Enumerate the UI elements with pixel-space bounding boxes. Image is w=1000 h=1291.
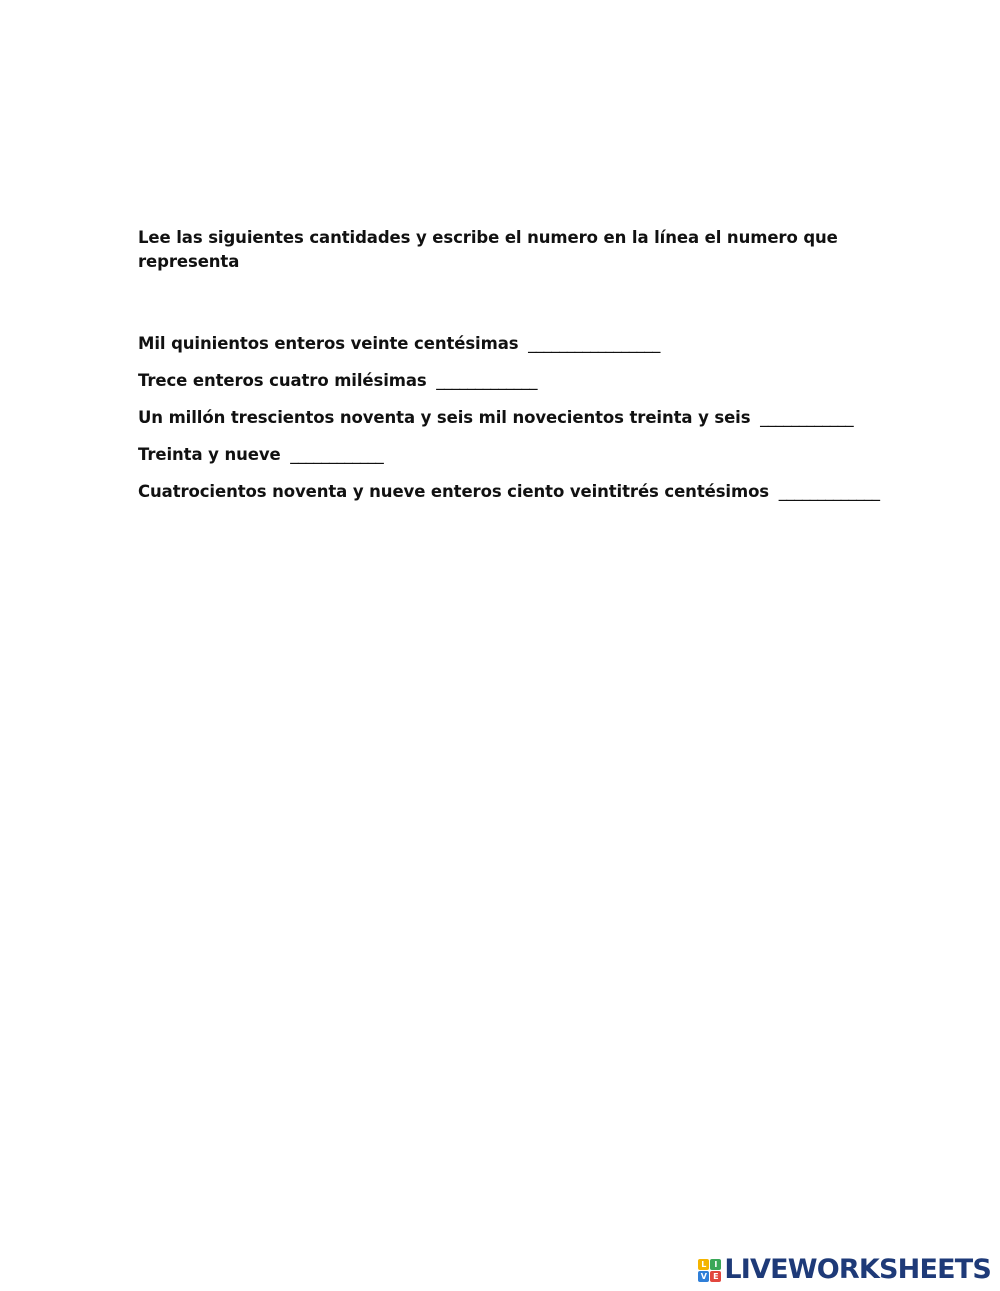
question-item [138, 406, 858, 443]
question-item [138, 332, 858, 369]
question-text: Treinta y nueve [138, 445, 281, 464]
answer-blank[interactable]: _________________ [528, 334, 660, 353]
question-item [138, 369, 858, 406]
question-text: Un millón trescientos noventa y seis mil novecientos treinta y seis [138, 408, 751, 427]
question-text: Cuatrocientos noventa y nueve enteros ciento veintitrés centésimos [138, 482, 770, 501]
liveworksheets-logo [698, 1255, 991, 1285]
question-text: Mil quinientos enteros veinte centésimas [138, 334, 519, 353]
answer-blank[interactable]: ____________ [760, 408, 854, 427]
logo-letter-l: L [698, 1259, 709, 1270]
answer-blank[interactable]: _____________ [778, 482, 880, 501]
question-item [138, 480, 880, 517]
question-text: Trece enteros cuatro milésimas [138, 371, 427, 390]
logo-letter-v: V [698, 1271, 709, 1282]
question-list [138, 332, 880, 517]
answer-blank[interactable]: ____________ [290, 445, 384, 464]
question-item [138, 443, 858, 480]
logo-letter-e: E [710, 1271, 721, 1282]
logo-text: LIVEWORKSHEETS [724, 1254, 991, 1285]
logo-letter-i: I [710, 1259, 721, 1270]
instructions-text: Lee las siguientes cantidades y escribe el numero en la línea el numero que representa [138, 228, 838, 271]
answer-blank[interactable]: _____________ [436, 371, 538, 390]
worksheet [138, 226, 880, 517]
logo-mark-icon [698, 1259, 721, 1282]
